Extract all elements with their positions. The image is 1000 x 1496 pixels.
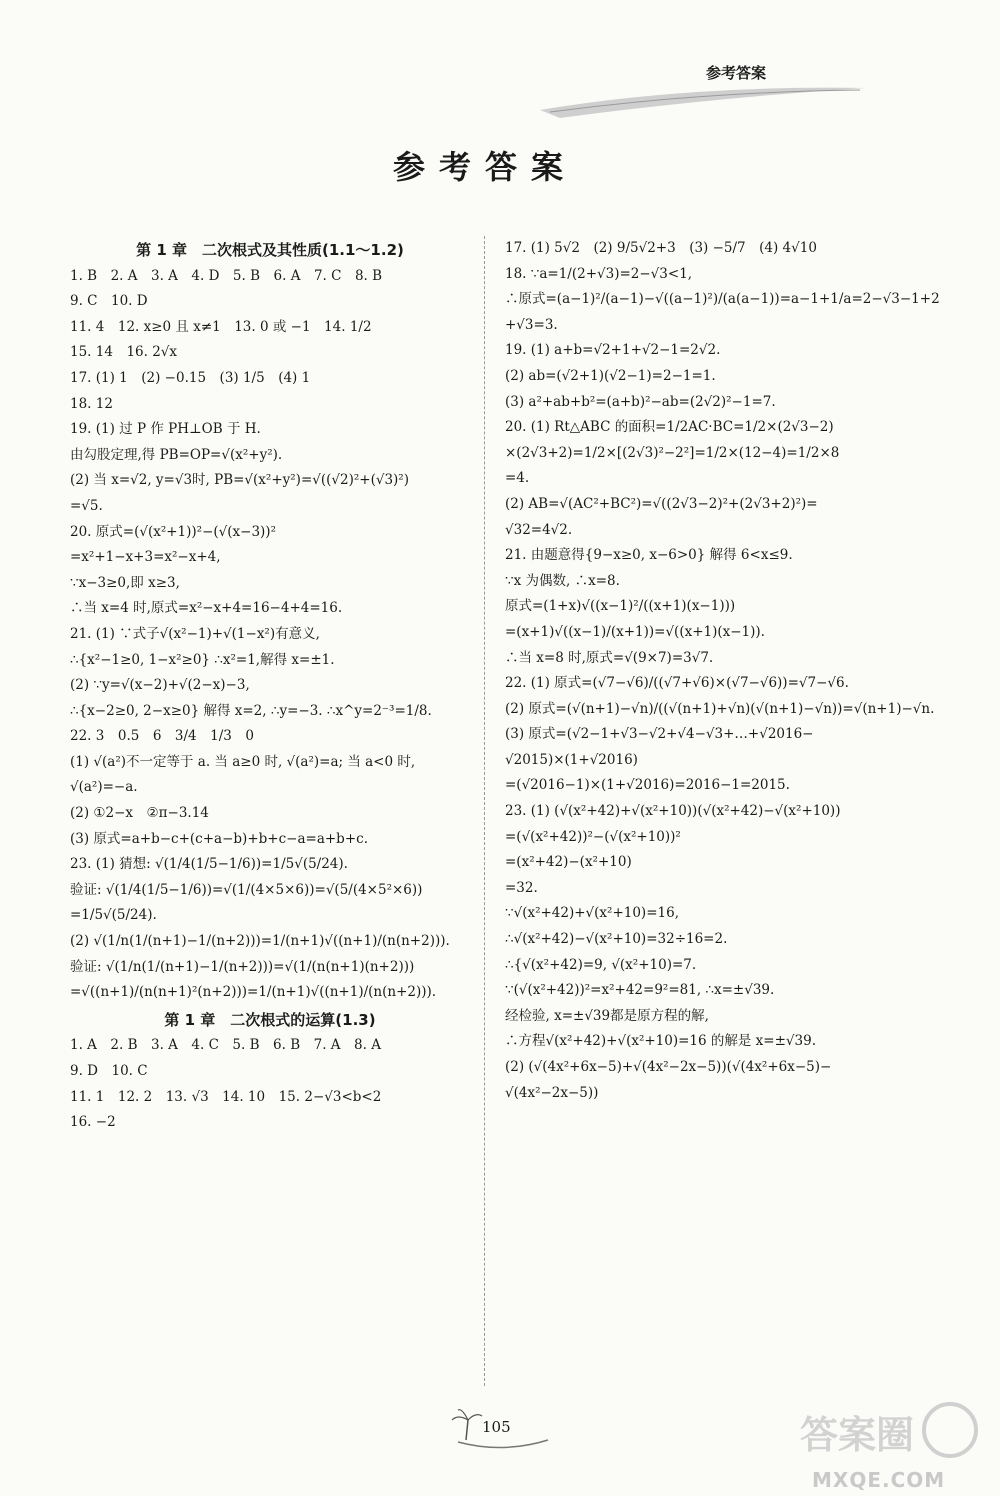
- answer-line: √(a²)=−a.: [70, 779, 138, 796]
- left-column: [70, 236, 470, 1136]
- section-heading: 第 1 章 二次根式及其性质(1.1～1.2): [136, 241, 404, 259]
- answer-line: (2) 原式=(√(n+1)−√n)/((√(n+1)+√n)(√(n+1)−√n))=√(n+1)−√n.: [505, 700, 935, 717]
- answer-line: ×(2√3+2)=1/2×[(2√3)²−2²]=1/2×(12−4)=1/2×8: [505, 444, 840, 461]
- answer-line: 18. 12: [70, 395, 113, 412]
- answer-line: =(x+1)√((x−1)/(x+1))=√((x+1)(x−1)).: [505, 623, 765, 640]
- answer-line: 11. 1 12. 2 13. √3 14. 10 15. 2−√3<b<2: [70, 1088, 382, 1105]
- answer-line: ∴{√(x²+42)=9, √(x²+10)=7.: [505, 956, 697, 973]
- answer-line: 21. (1) ∵式子√(x²−1)+√(1−x²)有意义,: [70, 625, 320, 642]
- answer-line: ∴当 x=8 时,原式=√(9×7)=3√7.: [505, 649, 714, 666]
- answer-line: ∴当 x=4 时,原式=x²−x+4=16−4+4=16.: [70, 600, 343, 617]
- answer-line: 1. B 2. A 3. A 4. D 5. B 6. A 7. C 8. B: [70, 267, 383, 284]
- answer-line: 17. (1) 5√2 (2) 9/5√2+3 (3) −5/7 (4) 4√10: [505, 240, 817, 256]
- answer-line: ∴√(x²+42)−√(x²+10)=32÷16=2.: [505, 931, 728, 948]
- answer-line: √2015)×(1+√2016): [505, 751, 638, 768]
- right-column: [505, 236, 940, 1106]
- answer-line: ∵(√(x²+42))²=x²+42=9²=81, ∴x=±√39.: [505, 982, 775, 999]
- answer-line: 原式=(1+x)√((x−1)²/((x+1)(x−1))): [505, 598, 736, 615]
- answer-line: (2) AB=√(AC²+BC²)=√((2√3−2)²+(2√3+2)²)=: [505, 495, 818, 512]
- answer-line: 23. (1) 猜想: √(1/4(1/5−1/6))=1/5√(5/24).: [70, 856, 348, 873]
- answer-line: 15. 14 16. 2√x: [70, 344, 178, 361]
- answer-line: =(x²+42)−(x²+10): [505, 854, 632, 871]
- answer-line: 22. (1) 原式=(√7−√6)/((√7+√6)×(√7−√6))=√7−√6.: [505, 675, 849, 692]
- section-heading: 第 1 章 二次根式的运算(1.3): [164, 1010, 376, 1029]
- answer-line: 19. (1) a+b=√2+1+√2−1=2√2.: [505, 342, 721, 359]
- answer-line: =√5.: [70, 497, 103, 514]
- answer-line: =√((n+1)/(n(n+1)²(n+2)))=1/(n+1)√((n+1)/(n(n+2))).: [70, 984, 437, 1001]
- answer-line: (2) ∵y=√(x−2)+√(2−x)−3,: [70, 677, 250, 694]
- watermark-site: MXQE.COM: [812, 1468, 946, 1492]
- answer-line: 18. ∵a=1/(2+√3)=2−√3<1,: [505, 265, 693, 282]
- answer-line: (3) 原式=(√2−1+√3−√2+√4−√3+…+√2016−: [505, 726, 814, 743]
- answer-line: 20. (1) Rt△ABC 的面积=1/2AC·BC=1/2×(2√3−2): [505, 419, 834, 436]
- answer-line: 9. D 10. C: [70, 1063, 148, 1079]
- answer-line: 20. 原式=(√(x²+1))²−(√(x−3))²: [70, 523, 276, 540]
- answer-line: 由勾股定理,得 PB=OP=√(x²+y²).: [70, 446, 283, 463]
- answer-line: 23. (1) (√(x²+42)+√(x²+10))(√(x²+42)−√(x²+10)): [505, 803, 841, 820]
- answer-list: [70, 264, 470, 1006]
- answer-line: 19. (1) 过 P 作 PH⊥OB 于 H.: [70, 421, 261, 438]
- answer-line: (2) ①2−x ②π−3.14: [70, 805, 209, 822]
- answer-line: =(√(x²+42))²−(√(x²+10))²: [505, 828, 681, 845]
- page-number: 105: [482, 1418, 511, 1436]
- answer-line: √(4x²−2x−5)): [505, 1084, 599, 1101]
- answer-line: 验证: √(1/4(1/5−1/6))=√(1/(4×5×6))=√(5/(4×5²×6)): [70, 881, 423, 898]
- answer-line: ∵√(x²+42)+√(x²+10)=16,: [505, 905, 679, 922]
- answer-line: ∵x 为偶数, ∴x=8.: [505, 572, 620, 589]
- answer-line: ∴原式=(a−1)²/(a−1)−√((a−1)²)/(a(a−1))=a−1+1/a=2−√3−1+2: [505, 291, 940, 308]
- answer-line: (2) 当 x=√2, y=√3时, PB=√(x²+y²)=√((√2)²+(√3)²): [70, 472, 409, 489]
- answer-list: [505, 236, 940, 1106]
- answer-line: 17. (1) 1 (2) −0.15 (3) 1/5 (4) 1: [70, 369, 311, 386]
- answer-line: (2) ab=(√2+1)(√2−1)=2−1=1.: [505, 367, 716, 384]
- answer-line: =32.: [505, 879, 538, 896]
- answer-line: ∴方程√(x²+42)+√(x²+10)=16 的解是 x=±√39.: [505, 1033, 816, 1050]
- answer-line: ∴{x²−1≥0, 1−x²≥0} ∴x²=1,解得 x=±1.: [70, 651, 335, 668]
- answer-list: [70, 1033, 470, 1135]
- column-divider: [484, 236, 485, 1386]
- answer-line: 16. −2: [70, 1114, 116, 1131]
- answer-line: =x²+1−x+3=x²−x+4,: [70, 549, 221, 566]
- answer-line: (2) (√(4x²+6x−5)+√(4x²−2x−5))(√(4x²+6x−5)−: [505, 1059, 832, 1075]
- answer-line: 验证: √(1/n(1/(n+1)−1/(n+2)))=√(1/(n(n+1)(n+2))): [70, 958, 415, 975]
- answer-line: 经检验, x=±√39都是原方程的解,: [505, 1007, 709, 1024]
- answer-line: (1) √(a²)不一定等于 a. 当 a≥0 时, √(a²)=a; 当 a<0 时,: [70, 753, 416, 770]
- answer-line: 21. 由题意得{9−x≥0, x−6>0} 解得 6<x≤9.: [505, 547, 793, 564]
- page-title: 参考答案: [392, 148, 577, 186]
- answer-line: 9. C 10. D: [70, 293, 148, 310]
- answer-line: +√3=3.: [505, 316, 558, 333]
- answer-line: (2) √(1/n(1/(n+1)−1/(n+2)))=1/(n+1)√((n+1)/(n(n+2))).: [70, 933, 450, 950]
- answer-line: ∵x−3≥0,即 x≥3,: [70, 574, 180, 591]
- header-swoosh-decoration: [540, 80, 870, 120]
- header-tag: 参考答案: [706, 64, 767, 82]
- answer-line: =(√2016−1)×(1+√2016)=2016−1=2015.: [505, 777, 790, 794]
- answer-line: √32=4√2.: [505, 521, 573, 538]
- answer-line: 11. 4 12. x≥0 且 x≠1 13. 0 或 −1 14. 1/2: [70, 318, 372, 335]
- answer-line: ∴{x−2≥0, 2−x≥0} 解得 x=2, ∴y=−3. ∴x^y=2⁻³=1/8.: [70, 702, 432, 719]
- watermark-logo-text: 答案圈: [800, 1413, 915, 1457]
- answer-line: (3) 原式=a+b−c+(c+a−b)+b+c−a=a+b+c.: [70, 830, 368, 847]
- answer-line: 1. A 2. B 3. A 4. C 5. B 6. B 7. A 8. A: [70, 1037, 381, 1054]
- answer-line: 22. 3 0.5 6 3/4 1/3 0: [70, 728, 254, 745]
- answer-line: =4.: [505, 470, 530, 487]
- answer-line: =1/5√(5/24).: [70, 907, 157, 924]
- answer-line: (3) a²+ab+b²=(a+b)²−ab=(2√2)²−1=7.: [505, 393, 776, 410]
